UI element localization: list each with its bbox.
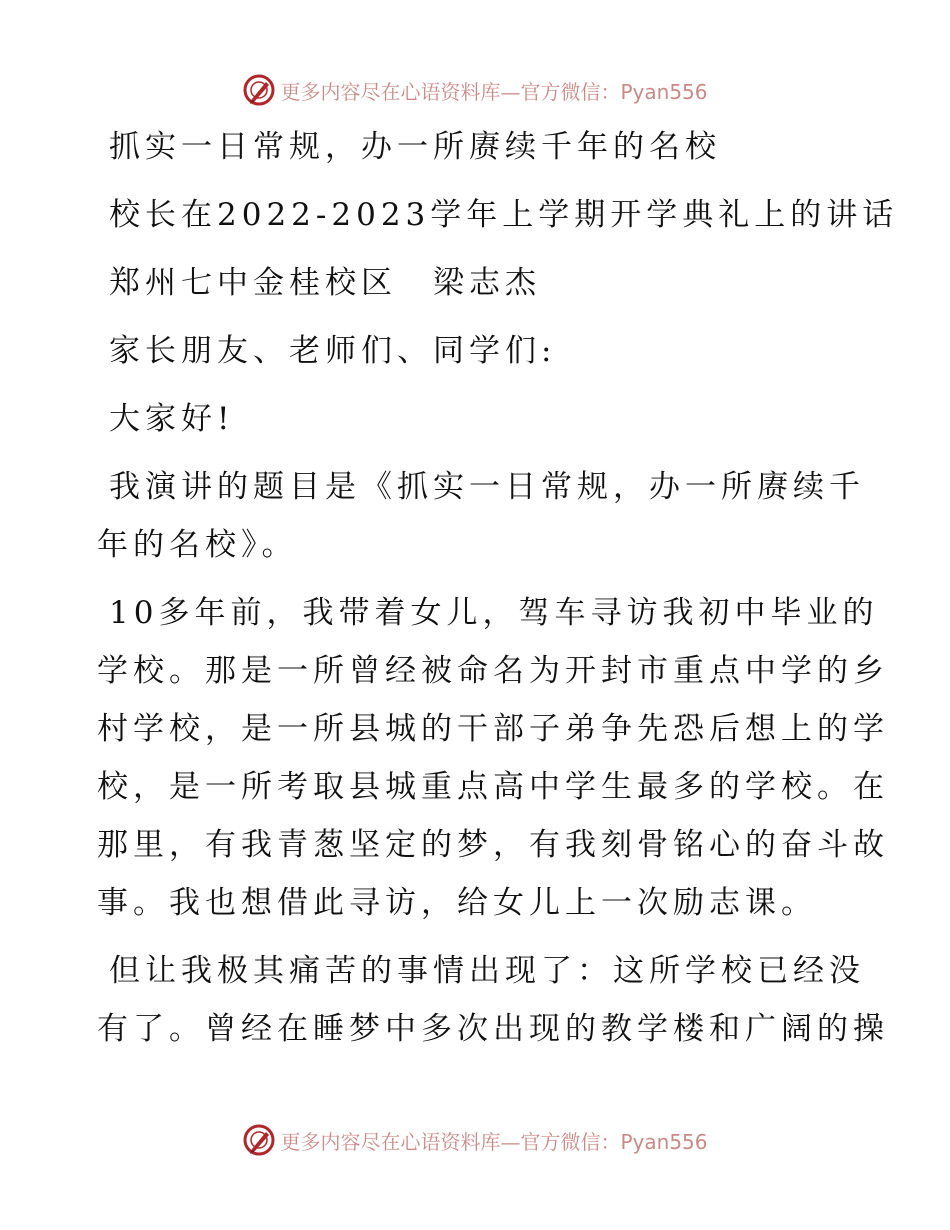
pen-logo-icon <box>242 73 276 107</box>
footer-banner-dash: — <box>500 1129 521 1154</box>
header-banner-text <box>280 76 707 105</box>
paragraph-2-line-3: 村学校，是一所县城的干部子弟争先恐后想上的学 <box>97 711 889 747</box>
document-body <box>97 118 899 1058</box>
footer-banner-title: 更多内容尽在心语资料库 <box>280 1129 501 1154</box>
header-banner-official: 官方微信： <box>520 79 621 104</box>
footer-banner-wechat: Pyan556 <box>620 1129 708 1154</box>
footer-banner <box>0 1120 950 1160</box>
greeting: 大家好! <box>109 401 235 437</box>
paragraph-1-line-1: 我演讲的题目是《抓实一日常规，办一所赓续千 <box>109 469 865 505</box>
paragraph-3-line-1: 但让我极其痛苦的事情出现了：这所学校已经没 <box>109 953 865 989</box>
document-title: 抓实一日常规，办一所赓续千年的名校 <box>109 129 721 165</box>
footer-banner-text <box>280 1126 707 1155</box>
paragraph-3 <box>97 942 889 1058</box>
paragraph-1 <box>97 458 865 574</box>
paragraph-1-line-2: 年的名校》。 <box>97 527 298 563</box>
salutation: 家长朋友、老师们、同学们: <box>109 333 557 369</box>
document-subtitle: 校长在2022-2023学年上学期开学典礼上的讲话 <box>109 197 899 233</box>
paragraph-2-line-4: 校，是一所考取县城重点高中学生最多的学校。在 <box>97 769 889 805</box>
paragraph-2-line-1: 10多年前，我带着女儿，驾车寻访我初中毕业的 <box>109 595 879 631</box>
paragraph-2 <box>97 584 889 932</box>
paragraph-3-line-2: 有了。曾经在睡梦中多次出现的教学楼和广阔的操 <box>97 1011 889 1047</box>
header-banner-dash: — <box>500 79 521 104</box>
paragraph-2-line-6: 事。我也想借此寻访，给女儿上一次励志课。 <box>97 885 817 921</box>
author-line: 郑州七中金桂校区 梁志杰 <box>109 265 541 301</box>
footer-banner-official: 官方微信： <box>520 1129 621 1154</box>
pen-logo-icon <box>242 1123 276 1157</box>
header-banner-title: 更多内容尽在心语资料库 <box>280 79 501 104</box>
header-banner <box>0 70 950 110</box>
header-banner-wechat: Pyan556 <box>620 79 708 104</box>
paragraph-2-line-5: 那里，有我青葱坚定的梦，有我刻骨铭心的奋斗故 <box>97 827 889 863</box>
paragraph-2-line-2: 学校。那是一所曾经被命名为开封市重点中学的乡 <box>97 653 889 689</box>
